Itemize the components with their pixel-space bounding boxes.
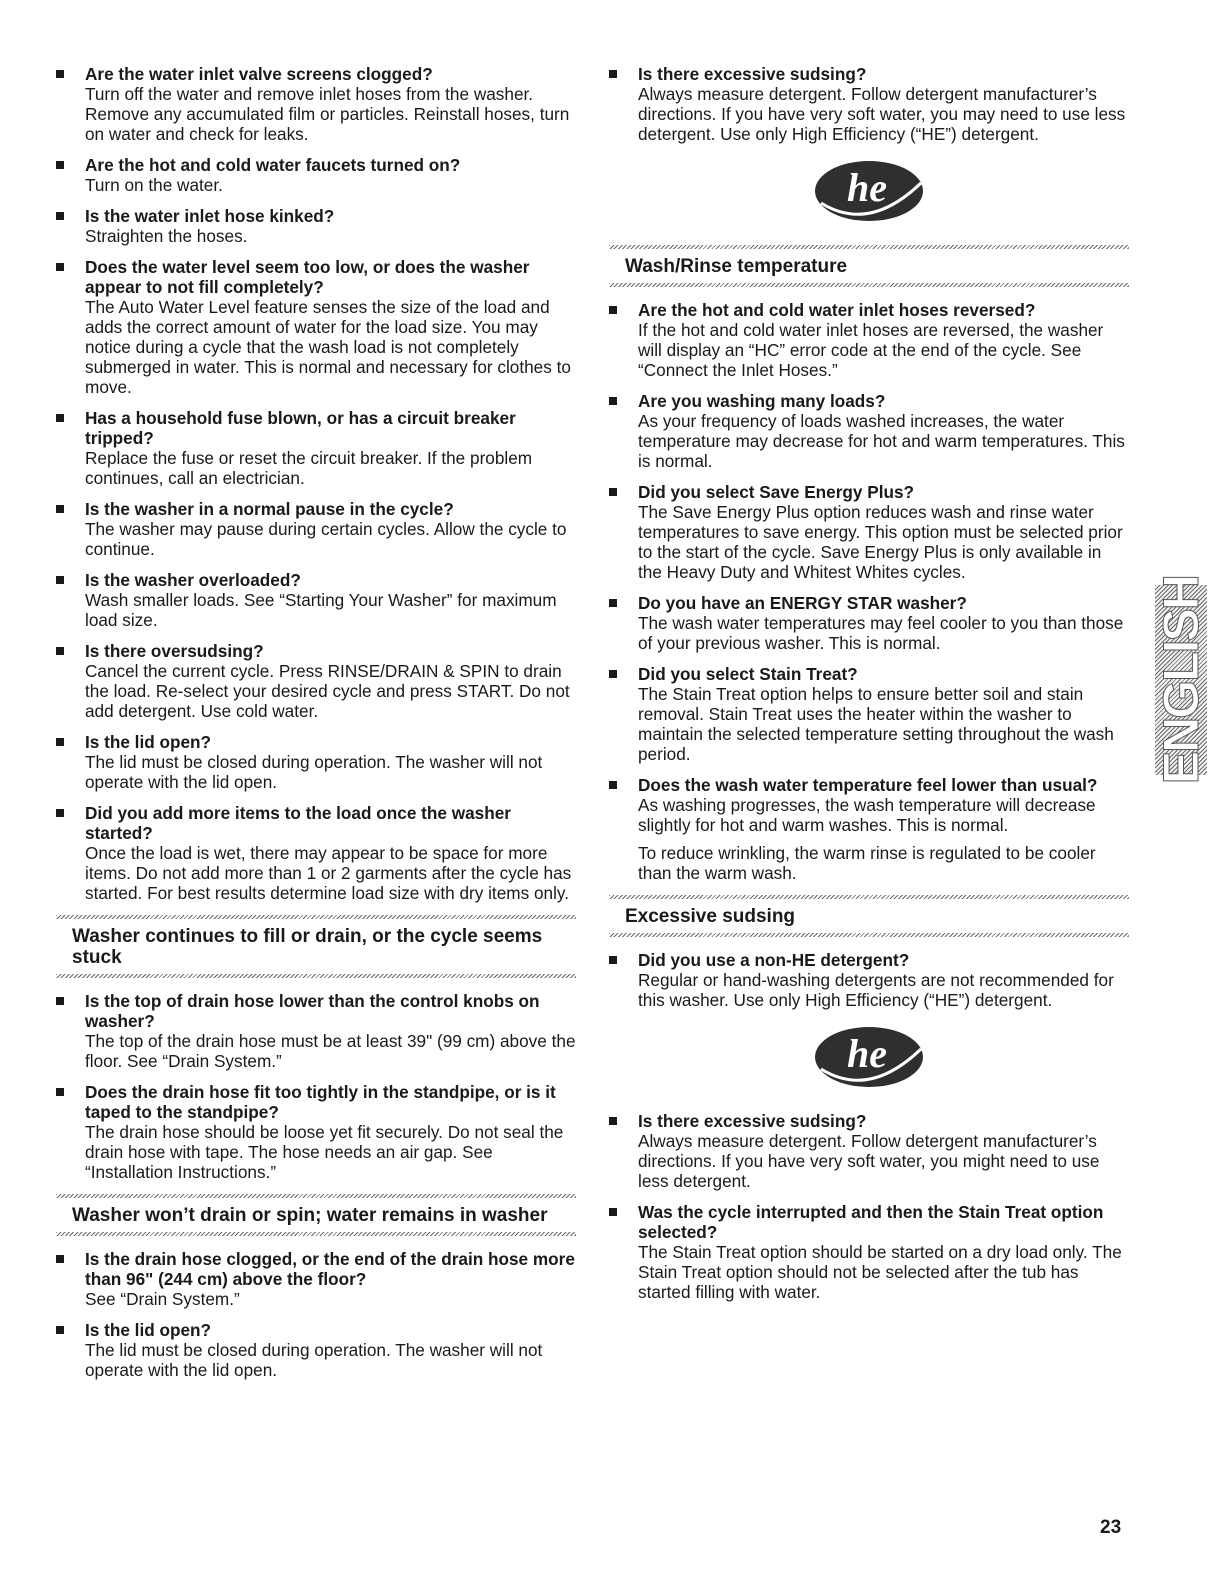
- bullet-icon: [56, 576, 64, 584]
- question: Does the water level seem too low, or does the washer appear to not fill completely?: [85, 257, 530, 297]
- list-item: [56, 206, 576, 246]
- section-title: Washer continues to fill or drain, or the cycle seems stuck: [72, 926, 543, 968]
- bullet-icon: [609, 956, 617, 964]
- question: Has a household fuse blown, or has a circuit breaker tripped?: [85, 408, 516, 448]
- question: Was the cycle interrupted and then the Stain Treat option selected?: [638, 1202, 1104, 1242]
- answer: Wash smaller loads. See “Starting Your Washer” for maximum load size.: [85, 590, 557, 630]
- list-item: [609, 664, 1129, 764]
- question: Did you use a non-HE detergent?: [638, 950, 910, 970]
- bullet-icon: [609, 1208, 617, 1216]
- question: Is the water inlet hose kinked?: [85, 206, 335, 226]
- he-logo-text: he: [847, 165, 887, 210]
- list-item: [56, 1082, 576, 1182]
- section-title: Excessive sudsing: [625, 906, 796, 927]
- list-item: [56, 570, 576, 630]
- bullet-icon: [56, 738, 64, 746]
- answer: If the hot and cold water inlet hoses are reversed, the washer will display an “HC” error code at the end of the cycle. See “Connect the Inlet Hoses.”: [638, 320, 1104, 380]
- section-header: [609, 895, 1129, 937]
- answer: The Save Energy Plus option reduces wash and rinse water temperatures to save energy. This option must be selected prior to the start of the cycle. Save Energy Plus is only available in the Heavy Duty and Whitest Whites cycles.: [638, 502, 1123, 582]
- question: Is the washer in a normal pause in the cycle?: [85, 499, 454, 519]
- bullet-icon: [56, 161, 64, 169]
- question: Is there oversudsing?: [85, 641, 264, 661]
- section-title: Washer won’t drain or spin; water remains in washer: [72, 1205, 548, 1226]
- answer: As washing progresses, the wash temperature will decrease slightly for hot and warm washes. This is normal.: [638, 795, 1096, 835]
- answer: Regular or hand-washing detergents are not recommended for this washer. Use only High Efficiency (“HE”) detergent.: [638, 970, 1114, 1010]
- answer: The lid must be closed during operation. The washer will not operate with the lid open.: [85, 1340, 543, 1380]
- answer: Replace the fuse or reset the circuit breaker. If the problem continues, call an electrician.: [85, 448, 533, 488]
- list-item: [56, 732, 576, 792]
- divider: [56, 974, 576, 978]
- answer: Always measure detergent. Follow detergent manufacturer’s directions. If you have very soft water, you may need to use less detergent. Use only High Efficiency (“HE”) detergent.: [638, 84, 1126, 144]
- question: Is the top of drain hose lower than the control knobs on washer?: [85, 991, 540, 1031]
- question: Are the water inlet valve screens clogged?: [85, 64, 433, 84]
- page-number: 23: [1100, 1517, 1122, 1538]
- answer: The top of the drain hose must be at least 39" (99 cm) above the floor. See “Drain System.”: [85, 1031, 576, 1071]
- answer: The Stain Treat option should be started on a dry load only. The Stain Treat option should not be selected after the tub has started filling with water.: [638, 1242, 1122, 1302]
- list-item: [609, 775, 1129, 883]
- question: Did you select Save Energy Plus?: [638, 482, 915, 502]
- answer-note: To reduce wrinkling, the warm rinse is regulated to be cooler than the warm wash.: [638, 843, 1096, 883]
- list-item: [56, 499, 576, 559]
- right-column: [609, 64, 1129, 1313]
- bullet-icon: [609, 781, 617, 789]
- question: Is there excessive sudsing?: [638, 1111, 867, 1131]
- bullet-icon: [56, 212, 64, 220]
- bullet-icon: [56, 647, 64, 655]
- list-item: [609, 1111, 1129, 1191]
- answer: Turn off the water and remove inlet hoses from the washer. Remove any accumulated film or particles. Reinstall hoses, turn on water and check for leaks.: [85, 84, 570, 144]
- section-header: [609, 245, 1129, 287]
- bullet-icon: [56, 1088, 64, 1096]
- answer: Once the load is wet, there may appear to be space for more items. Do not add more than 1 or 2 garments after the cycle has started. For best results determine load size with dry items only.: [85, 843, 572, 903]
- language-side-tab: [1153, 575, 1209, 785]
- list-item: [609, 1202, 1129, 1302]
- answer: Turn on the water.: [85, 175, 223, 195]
- language-label: ENGLISH: [1153, 575, 1209, 785]
- section-header: [56, 1194, 576, 1236]
- bullet-icon: [609, 306, 617, 314]
- question: Are the hot and cold water faucets turned on?: [85, 155, 461, 175]
- he-logo-icon: [809, 155, 929, 227]
- bullet-icon: [609, 70, 617, 78]
- bullet-icon: [56, 1255, 64, 1263]
- answer: Always measure detergent. Follow detergent manufacturer’s directions. If you have very soft water, you might need to use less detergent.: [638, 1131, 1100, 1191]
- answer: Cancel the current cycle. Press RINSE/DRAIN & SPIN to drain the load. Re-select your desired cycle and press START. Do not add detergent. Use cold water.: [85, 661, 570, 721]
- question: Is the lid open?: [85, 1320, 212, 1340]
- list-item: [609, 64, 1129, 144]
- section-title: Wash/Rinse temperature: [625, 256, 848, 277]
- he-logo-icon: [809, 1021, 929, 1093]
- list-item: [56, 1320, 576, 1380]
- answer: The washer may pause during certain cycles. Allow the cycle to continue.: [85, 519, 567, 559]
- divider: [609, 283, 1129, 287]
- question: Did you add more items to the load once the washer started?: [85, 803, 511, 843]
- answer: The wash water temperatures may feel cooler to you than those of your previous washer. This is normal.: [638, 613, 1124, 653]
- question: Do you have an ENERGY STAR washer?: [638, 593, 967, 613]
- answer: The lid must be closed during operation. The washer will not operate with the lid open.: [85, 752, 543, 792]
- bullet-icon: [609, 397, 617, 405]
- list-item: [56, 991, 576, 1071]
- question: Does the wash water temperature feel lower than usual?: [638, 775, 1098, 795]
- question: Are you washing many loads?: [638, 391, 886, 411]
- question: Is the drain hose clogged, or the end of the drain hose more than 96" (244 cm) above the floor?: [85, 1249, 575, 1289]
- answer: The drain hose should be loose yet fit securely. Do not seal the drain hose with tape. The hose needs an air gap. See “Installation Instructions.”: [85, 1122, 564, 1182]
- question: Is the lid open?: [85, 732, 212, 752]
- question: Did you select Stain Treat?: [638, 664, 858, 684]
- list-item: [609, 300, 1129, 380]
- list-item: [56, 641, 576, 721]
- bullet-icon: [56, 263, 64, 271]
- bullet-icon: [56, 997, 64, 1005]
- list-item: [56, 64, 576, 144]
- divider: [56, 1232, 576, 1236]
- answer: The Stain Treat option helps to ensure better soil and stain removal. Stain Treat uses the heater within the washer to maintain the selected temperature setting throughout the wash period.: [638, 684, 1114, 764]
- answer: The Auto Water Level feature senses the size of the load and adds the correct amount of water for the load size. You may notice during a cycle that the wash load is not completely submerged in water. This is normal and necessary for clothes to move.: [85, 297, 571, 397]
- answer: See “Drain System.”: [85, 1289, 240, 1309]
- list-item: [609, 391, 1129, 471]
- list-item: [56, 803, 576, 903]
- bullet-icon: [56, 70, 64, 78]
- list-item: [56, 155, 576, 195]
- bullet-icon: [56, 414, 64, 422]
- bullet-icon: [609, 599, 617, 607]
- question: Does the drain hose fit too tightly in the standpipe, or is it taped to the standpipe?: [85, 1082, 556, 1122]
- bullet-icon: [609, 670, 617, 678]
- bullet-icon: [609, 488, 617, 496]
- he-logo-text: he: [847, 1031, 887, 1076]
- answer: As your frequency of loads washed increases, the water temperature may decrease for hot and warm temperatures. This is normal.: [638, 411, 1125, 471]
- list-item: [56, 408, 576, 488]
- list-item: [56, 1249, 576, 1309]
- bullet-icon: [56, 505, 64, 513]
- bullet-icon: [56, 809, 64, 817]
- list-item: [609, 593, 1129, 653]
- bullet-icon: [609, 1117, 617, 1125]
- list-item: [609, 950, 1129, 1010]
- divider: [609, 933, 1129, 937]
- question: Is there excessive sudsing?: [638, 64, 867, 84]
- question: Is the washer overloaded?: [85, 570, 301, 590]
- answer: Straighten the hoses.: [85, 226, 248, 246]
- section-header: [56, 915, 576, 978]
- list-item: [56, 257, 576, 397]
- list-item: [609, 482, 1129, 582]
- left-column: [56, 64, 576, 1391]
- question: Are the hot and cold water inlet hoses reversed?: [638, 300, 1036, 320]
- bullet-icon: [56, 1326, 64, 1334]
